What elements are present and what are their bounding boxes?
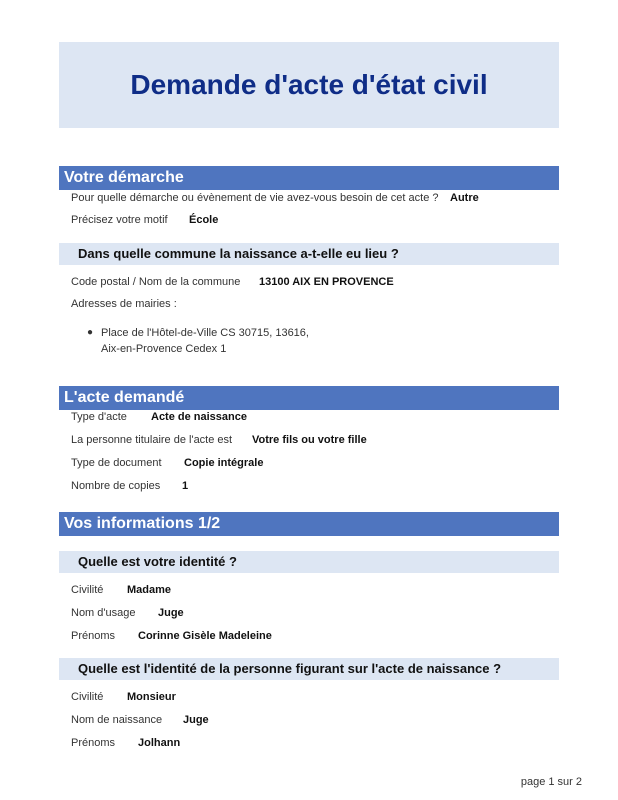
field-value: École [189, 214, 219, 226]
field-value: 1 [182, 480, 189, 492]
field-nombre-copies [71, 480, 189, 492]
section-header-informations: Vos informations 1/2 [59, 512, 559, 536]
field-value: Monsieur [127, 691, 176, 703]
field-value: Copie intégrale [184, 457, 264, 469]
subsection-header-identite: Quelle est votre identité ? [59, 551, 559, 573]
field-label: Pour quelle démarche ou évènement de vie avez-vous besoin de cet acte ? [71, 192, 439, 204]
field-label: Prénoms [71, 737, 116, 749]
field-label: Précisez votre motif [71, 214, 168, 226]
address-line: Place de l'Hôtel-de-Ville CS 30715, 13616, [101, 327, 309, 339]
field-value: Acte de naissance [151, 411, 247, 423]
field-prenoms [71, 630, 272, 642]
field-value: Madame [127, 584, 172, 596]
field-label: Civilité [71, 584, 104, 596]
page-number: page 1 sur 2 [520, 776, 582, 788]
page-title: Demande d'acte d'état civil [130, 69, 488, 100]
subsection-header-personne: Quelle est l'identité de la personne figurant sur l'acte de naissance ? [59, 658, 559, 680]
field-commune [71, 276, 394, 288]
title-box [59, 42, 559, 128]
address-line: Aix-en-Provence Cedex 1 [101, 343, 227, 355]
field-personne-prenoms [71, 737, 181, 749]
field-demarche [71, 192, 479, 204]
section-header-acte: L'acte demandé [59, 386, 559, 410]
field-label: Type de document [71, 457, 162, 469]
field-value: Juge [158, 607, 184, 619]
mairie-address [87, 325, 309, 357]
section-header-demarche: Votre démarche [59, 166, 559, 190]
field-label: Adresses de mairies : [71, 298, 177, 310]
field-value: Autre [450, 192, 479, 204]
field-titulaire [71, 434, 367, 446]
field-label: Nom de naissance [71, 714, 163, 726]
field-civilite [71, 584, 172, 596]
field-nom-usage [71, 607, 184, 619]
field-label: Nombre de copies [71, 480, 161, 492]
bullet-icon: ● [87, 327, 94, 338]
field-label: Nom d'usage [71, 607, 136, 619]
field-mairies-label [71, 298, 177, 310]
field-type-acte [71, 411, 247, 423]
field-value: 13100 AIX EN PROVENCE [259, 276, 394, 288]
field-value: Corinne Gisèle Madeleine [138, 630, 272, 642]
field-value: Jolhann [138, 737, 181, 749]
field-nom-naissance [71, 714, 209, 726]
field-personne-civilite [71, 691, 176, 703]
field-label: La personne titulaire de l'acte est [71, 434, 233, 446]
field-label: Civilité [71, 691, 104, 703]
field-value: Votre fils ou votre fille [252, 434, 367, 446]
field-label: Code postal / Nom de la commune [71, 276, 241, 288]
field-label: Prénoms [71, 630, 116, 642]
subsection-header-commune: Dans quelle commune la naissance a-t-elle eu lieu ? [59, 243, 559, 265]
field-motif [71, 214, 219, 226]
field-value: Juge [183, 714, 209, 726]
field-type-document [71, 457, 264, 469]
field-label: Type d'acte [71, 411, 127, 423]
